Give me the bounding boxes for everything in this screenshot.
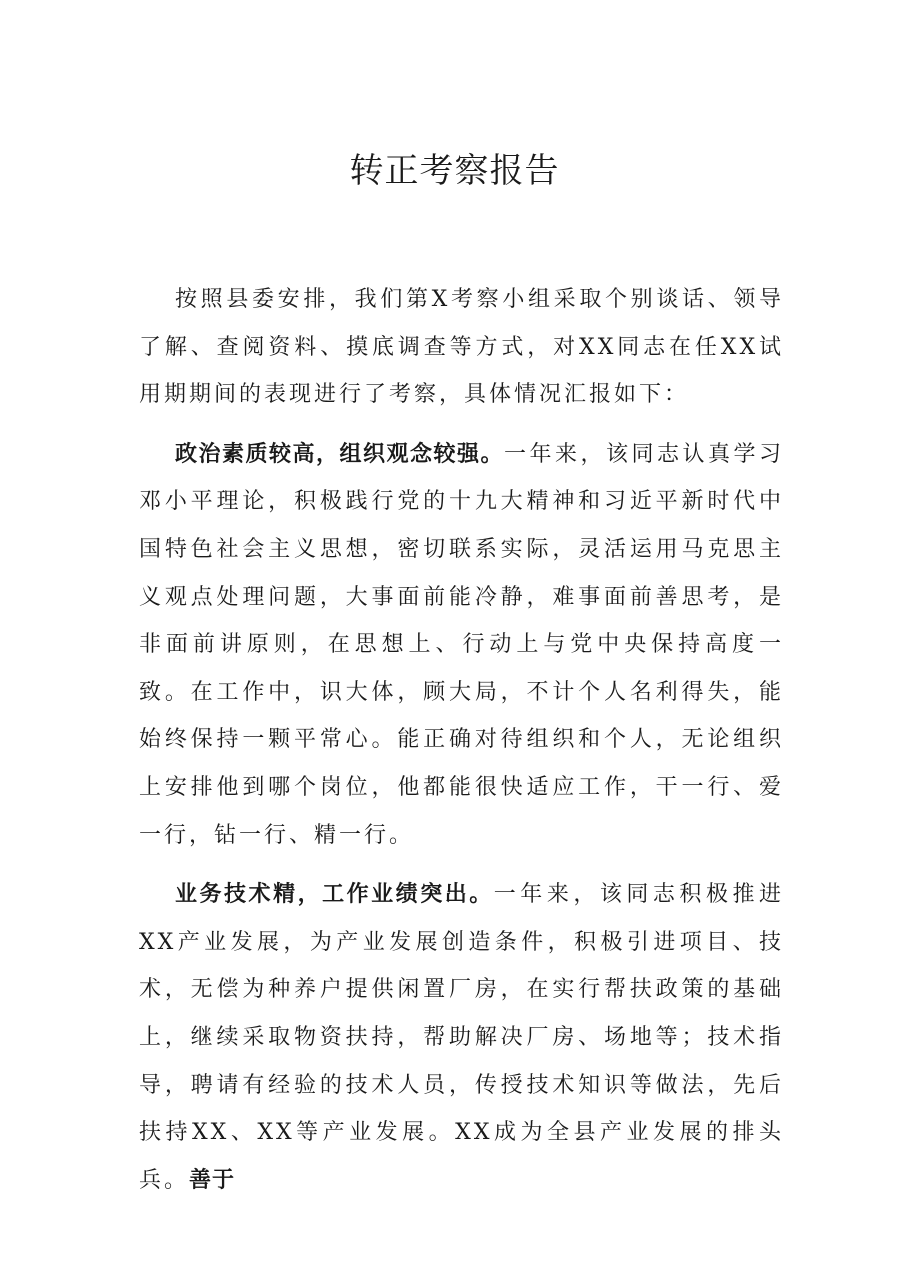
political-quality-heading: 政治素质较高，组织观念较强。 [175, 441, 504, 467]
political-quality-paragraph [139, 431, 784, 859]
business-skill-text: 一年来，该同志积极推进XX产业发展，为产业发展创造条件，积极引进项目、技术，无偿为种养户提供闲置厂房，在实行帮扶政策的基础上，继续采取物资扶持，帮助解决厂房、场地等；技术指导，聘请有经验的技术人员，传授技术知识等做法，先后扶持XX、XX等产业发展。XX成为全县产业发展的排头兵。 [139, 882, 784, 1193]
business-skill-paragraph [139, 871, 784, 1204]
business-skill-tail: 善于 [189, 1167, 236, 1193]
intro-paragraph [139, 276, 784, 419]
business-skill-heading: 业务技术精，工作业绩突出。 [175, 882, 494, 908]
document-title: 转正考察报告 [349, 151, 560, 191]
document-body [139, 276, 784, 1216]
intro-text: 按照县委安排，我们第X考察小组采取个别谈话、领导了解、查阅资料、摸底调查等方式，对XX同志在任XX试用期期间的表现进行了考察，具体情况汇报如下： [139, 287, 784, 408]
political-quality-text: 一年来，该同志认真学习邓小平理论，积极践行党的十九大精神和习近平新时代中国特色社会主义思想，密切联系实际，灵活运用马克思主义观点处理问题，大事面前能冷静，难事面前善思考，是非面前讲原则，在思想上、行动上与党中央保持高度一致。在工作中，识大体，顾大局，不计个人名利得失，能始终保持一颗平常心。能正确对待组织和个人，无论组织上安排他到哪个岗位，他都能很快适应工作，干一行、爱一行，钻一行、精一行。 [139, 441, 784, 848]
